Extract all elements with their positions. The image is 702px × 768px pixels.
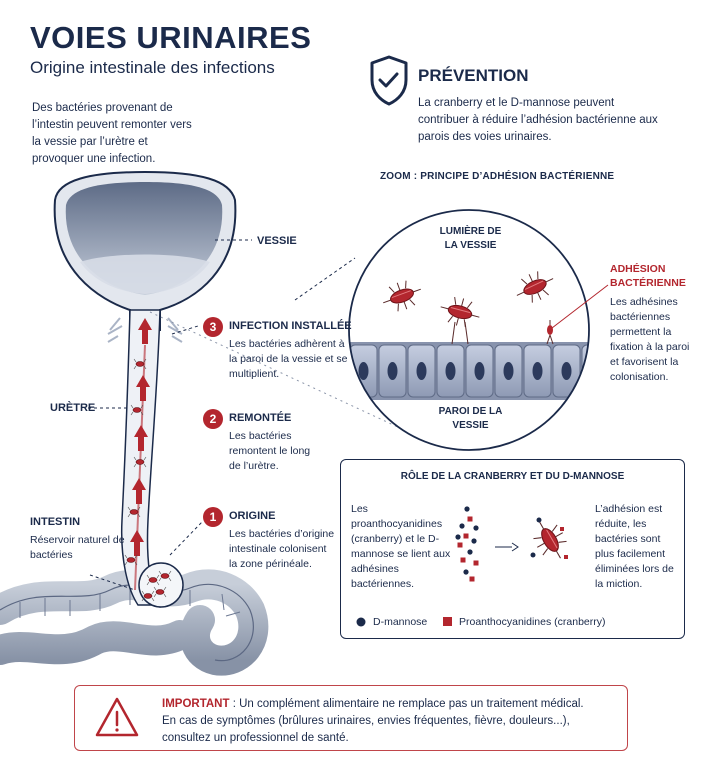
label-intestin: INTESTIN	[30, 516, 81, 528]
prevention-text: La cranberry et le D-mannose peuvent contribuer à réduire l’adhésion bactérienne aux parois des voies urinaires.	[418, 97, 658, 143]
intro-text: Des bactéries provenant de l’intestin peuvent remonter vers la vessie par l’urètre et provoquer une infection.	[32, 102, 192, 165]
step-2-title: REMONTÉE	[229, 412, 292, 424]
adhesion-text: Les adhésines bactériennes permettent la fixation à la paroi et favorisent la colonisation.	[610, 296, 690, 383]
cell-nucleus	[504, 362, 514, 380]
step-3-title: INFECTION INSTALLÉE	[229, 320, 352, 332]
cell-nucleus	[591, 362, 601, 380]
step-3-text: Les bactéries adhèrent à la paroi de la vessie et se multiplient.	[229, 338, 348, 380]
cell-nucleus	[359, 362, 369, 380]
label-adhesion: ADHÉSION BACTÉRIENNE	[610, 263, 686, 289]
label-paroi: PAROI DE LA VESSIE	[438, 406, 503, 431]
page-subtitle: Origine intestinale des infections	[30, 58, 275, 77]
legend-pac: Proanthocyanidines (cranberry)	[459, 616, 606, 628]
step-3-number: 3	[203, 317, 223, 337]
step-1-title: ORIGINE	[229, 510, 276, 522]
step-2-text: Les bactéries remontent le long de l’urètre.	[229, 430, 311, 472]
step-1-number: 1	[203, 507, 223, 527]
step-1-text: Les bactéries d’origine intestinale colonisent la zone périnéale.	[229, 528, 335, 570]
role-right-text: L’adhésion est réduite, les bactéries sont plus facilement éliminées lors de la miction.	[595, 503, 674, 590]
label-vessie: VESSIE	[257, 235, 297, 247]
warning-important: IMPORTANT	[162, 698, 230, 710]
zoom-title: ZOOM : PRINCIPE D’ADHÉSION BACTÉRIENNE	[380, 171, 615, 182]
cell-nucleus	[388, 362, 398, 380]
prevention-title: PRÉVENTION	[418, 66, 529, 85]
intestin-text: Réservoir naturel de bactéries	[30, 534, 125, 561]
label-uretre: URÈTRE	[50, 402, 96, 414]
shield-check-icon	[372, 57, 406, 104]
warning-text	[162, 696, 622, 747]
label-lumiere: LUMIÈRE DE LA VESSIE	[439, 226, 502, 251]
cell-nucleus	[562, 362, 572, 380]
step-2-number: 2	[203, 409, 223, 429]
role-left-text: Les proanthocyanidines (cranberry) et le D-mannose se lient aux adhésines bactériennes.	[351, 503, 451, 590]
legend-dmannose: D-mannose	[373, 616, 428, 628]
warning-line-2: En cas de symptômes (brûlures urinaires, envies fréquentes, fièvre, douleurs...),	[162, 715, 570, 727]
warning-line-1: : Un complément alimentaire ne remplace pas un traitement médical.	[229, 698, 584, 710]
cell-nucleus	[417, 362, 427, 380]
cell-nucleus	[475, 362, 485, 380]
page-title: VOIES URINAIRES	[30, 20, 312, 55]
role-title: RÔLE DE LA CRANBERRY ET DU D-MANNOSE	[400, 471, 625, 482]
cell-nucleus	[533, 362, 543, 380]
intestine-illustration	[0, 584, 253, 660]
cell-nucleus	[446, 362, 456, 380]
warning-line-3: consultez un professionnel de santé.	[162, 732, 349, 744]
